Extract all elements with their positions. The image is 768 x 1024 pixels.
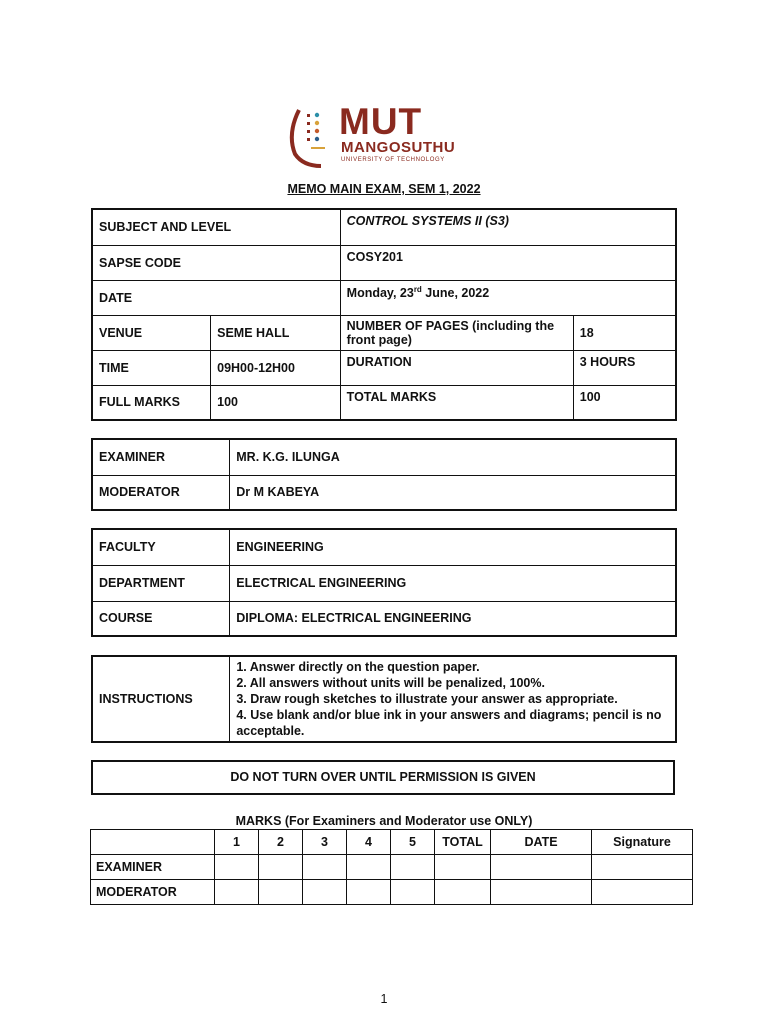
marks-row-label: EXAMINER [91,855,215,880]
mark-entry-cell[interactable] [347,880,391,905]
signature-entry-cell[interactable] [592,880,693,905]
faculty-label: FACULTY [92,529,230,565]
mark-entry-cell[interactable] [215,855,259,880]
marks-header-row [91,830,693,855]
examiner-value: MR. K.G. ILUNGA [230,439,676,475]
moderator-label: MODERATOR [92,475,230,510]
marks-table [90,829,693,905]
time-row [92,350,676,385]
page-title: MEMO MAIN EXAM, SEM 1, 2022 [287,182,481,196]
instruction-item: 4. Use blank and/or blue ink in your answers and diagrams; pencil is no acceptable. [236,708,662,738]
instructions-row [92,656,676,742]
marks-header-cell: 1 [215,830,259,855]
marks-header-cell: DATE [491,830,592,855]
total-entry-cell[interactable] [435,855,491,880]
subject-value: CONTROL SYSTEMS II (S3) [340,209,676,245]
marks-caption: MARKS (For Examiners and Moderator use ONLY) [235,814,533,828]
warning-banner: DO NOT TURN OVER UNTIL PERMISSION IS GIVEN [91,760,675,795]
faculty-value: ENGINEERING [230,529,676,565]
marks-header-cell: Signature [592,830,693,855]
subject-label: SUBJECT AND LEVEL [92,209,340,245]
venue-label: VENUE [92,315,211,350]
totalmarks-label: TOTAL MARKS [340,385,573,420]
marks-header-cell: TOTAL [435,830,491,855]
marks-header-cell: 4 [347,830,391,855]
time-value: 09H00-12H00 [211,350,341,385]
logo-mut-text: MUT [339,101,423,142]
fullmarks-value: 100 [211,385,341,420]
logo-university-subtitle: UNIVERSITY OF TECHNOLOGY [341,157,445,163]
marks-moderator-row [91,880,693,905]
logo-university-name: MANGOSUTHU [341,139,456,156]
date-label: DATE [92,280,340,315]
course-row [92,601,676,636]
venue-row [92,315,676,350]
marks-header-cell: 3 [303,830,347,855]
date-row [92,280,676,315]
page-number: 1 [380,992,388,1006]
course-label: COURSE [92,601,230,636]
sapse-value: COSY201 [340,245,676,280]
marks-header-cell: 2 [259,830,303,855]
examiner-label: EXAMINER [92,439,230,475]
mark-entry-cell[interactable] [215,880,259,905]
examiner-table [91,438,677,511]
marks-examiner-row [91,855,693,880]
date-value: Monday, 23rd June, 2022 [340,280,676,315]
mark-entry-cell[interactable] [347,855,391,880]
subject-row [92,209,676,245]
venue-value: SEME HALL [211,315,341,350]
mark-entry-cell[interactable] [303,880,347,905]
fullmarks-label: FULL MARKS [92,385,211,420]
total-entry-cell[interactable] [435,880,491,905]
department-row [92,565,676,601]
mark-entry-cell[interactable] [303,855,347,880]
date-entry-cell[interactable] [491,880,592,905]
university-logo [285,101,485,170]
mark-entry-cell[interactable] [391,880,435,905]
instructions-table [91,655,677,743]
department-value: ELECTRICAL ENGINEERING [230,565,676,601]
mark-entry-cell[interactable] [391,855,435,880]
duration-value: 3 HOURS [573,350,676,385]
instructions-label: INSTRUCTIONS [92,656,230,742]
marks-header-cell: 5 [391,830,435,855]
instructions-list [230,656,676,742]
moderator-row [92,475,676,510]
examiner-row [92,439,676,475]
course-value: DIPLOMA: ELECTRICAL ENGINEERING [230,601,676,636]
sapse-row [92,245,676,280]
logo-emblem-icon [285,104,335,170]
duration-label: DURATION [340,350,573,385]
pages-label: NUMBER OF PAGES (including the front page) [340,315,573,350]
signature-entry-cell[interactable] [592,855,693,880]
instruction-item: 1. Answer directly on the question paper. [236,660,480,674]
faculty-row [92,529,676,565]
instruction-item: 2. All answers without units will be penalized, 100%. [236,676,545,690]
date-entry-cell[interactable] [491,855,592,880]
mark-entry-cell[interactable] [259,855,303,880]
pages-value: 18 [573,315,676,350]
instruction-item: 3. Draw rough sketches to illustrate your answer as appropriate. [236,692,618,706]
mark-entry-cell[interactable] [259,880,303,905]
moderator-value: Dr M KABEYA [230,475,676,510]
marks-row-label: MODERATOR [91,880,215,905]
faculty-table [91,528,677,637]
time-label: TIME [92,350,211,385]
totalmarks-value: 100 [573,385,676,420]
department-label: DEPARTMENT [92,565,230,601]
exam-info-table [91,208,677,421]
marks-row [92,385,676,420]
sapse-label: SAPSE CODE [92,245,340,280]
marks-header-cell [91,830,215,855]
